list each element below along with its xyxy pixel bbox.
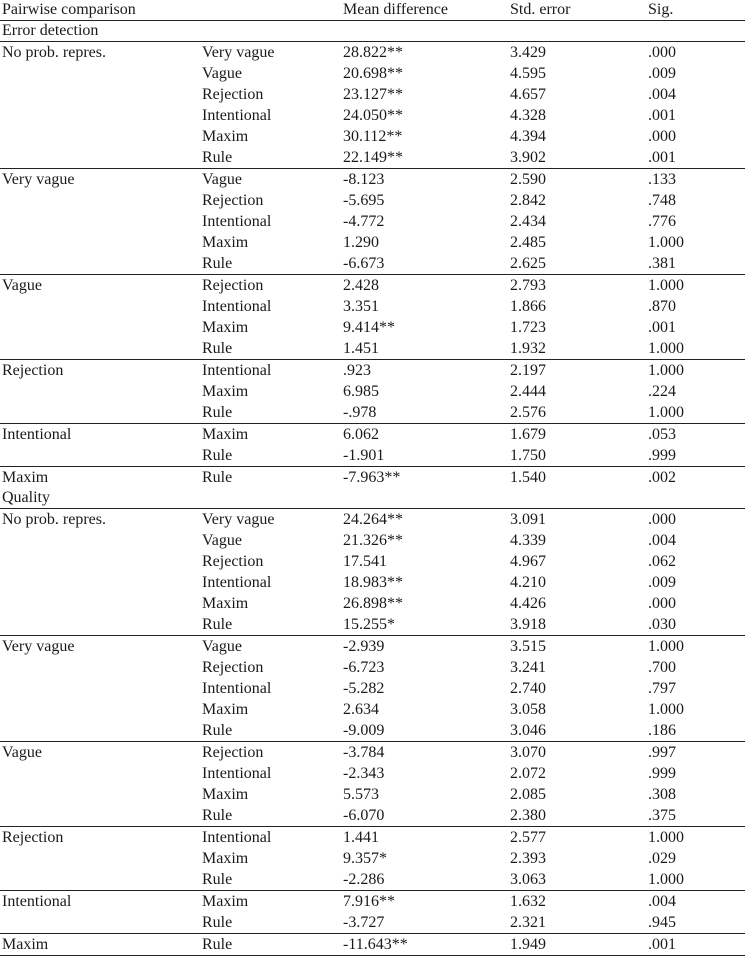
mean-difference-cell: 2.428 bbox=[343, 277, 379, 294]
std-error-cell: 3.091 bbox=[510, 511, 546, 528]
comparison-label: Vague bbox=[202, 65, 242, 82]
sig-cell: .000 bbox=[648, 44, 676, 61]
table-row bbox=[0, 848, 745, 869]
comparison-label: Maxim bbox=[202, 701, 249, 718]
std-error-cell: 3.918 bbox=[510, 616, 546, 633]
group-label: Rejection bbox=[2, 362, 64, 379]
std-error-cell: 4.426 bbox=[510, 595, 546, 612]
mean-difference-cell: 17.541 bbox=[343, 553, 387, 570]
sig-cell: .186 bbox=[648, 722, 676, 739]
std-error-cell: 4.595 bbox=[510, 65, 546, 82]
table-row bbox=[0, 211, 745, 232]
mean-difference-cell: -5.282 bbox=[343, 680, 385, 697]
sig-cell: 1.000 bbox=[648, 701, 684, 718]
std-error-cell: 4.967 bbox=[510, 553, 546, 570]
mean-difference-cell: -.978 bbox=[343, 404, 377, 421]
section-title: Error detection bbox=[2, 22, 99, 39]
std-error-cell: 4.339 bbox=[510, 532, 546, 549]
mean-difference-cell: 5.573 bbox=[343, 786, 379, 803]
mean-difference-cell: 9.414** bbox=[343, 319, 395, 336]
table-row bbox=[0, 168, 745, 190]
table-row bbox=[0, 253, 745, 274]
sig-cell: .062 bbox=[648, 553, 676, 570]
comparison-label: Intentional bbox=[202, 574, 272, 591]
table-row bbox=[0, 869, 745, 890]
mean-difference-cell: 21.326** bbox=[343, 532, 403, 549]
table-row bbox=[0, 741, 745, 763]
group-label: Maxim bbox=[2, 936, 49, 953]
header-mean-difference: Mean difference bbox=[343, 1, 448, 18]
comparison-label: Rule bbox=[202, 722, 233, 739]
mean-difference-cell: -11.643** bbox=[343, 936, 408, 953]
table-row bbox=[0, 317, 745, 338]
table-row bbox=[0, 784, 745, 805]
group-label: Intentional bbox=[2, 426, 72, 443]
table-row bbox=[0, 296, 745, 317]
std-error-cell: 4.210 bbox=[510, 574, 546, 591]
std-error-cell: 2.393 bbox=[510, 850, 546, 867]
comparison-label: Rejection bbox=[202, 192, 264, 209]
group-label: Maxim bbox=[2, 469, 49, 486]
mean-difference-cell: -3.784 bbox=[343, 744, 385, 761]
table-row bbox=[0, 509, 745, 530]
header-comparison: Pairwise comparison bbox=[2, 1, 136, 18]
comparison-label: Intentional bbox=[202, 362, 272, 379]
std-error-cell: 2.793 bbox=[510, 277, 546, 294]
sig-cell: 1.000 bbox=[648, 829, 684, 846]
table-row bbox=[0, 826, 745, 848]
comparison-label: Rule bbox=[202, 616, 233, 633]
sig-cell: .776 bbox=[648, 213, 676, 230]
table-row bbox=[0, 720, 745, 741]
table-row bbox=[0, 890, 745, 912]
table-row bbox=[0, 763, 745, 784]
std-error-cell: 2.197 bbox=[510, 362, 546, 379]
section-title-row bbox=[0, 488, 745, 509]
mean-difference-cell: 20.698** bbox=[343, 65, 403, 82]
table-row bbox=[0, 805, 745, 826]
comparison-label: Intentional bbox=[202, 829, 272, 846]
comparison-label: Intentional bbox=[202, 680, 272, 697]
sig-cell: .797 bbox=[648, 680, 676, 697]
mean-difference-cell: -6.070 bbox=[343, 807, 385, 824]
table-row bbox=[0, 274, 745, 296]
std-error-cell: 1.866 bbox=[510, 298, 546, 315]
table-row bbox=[0, 190, 745, 211]
sig-cell: .004 bbox=[648, 86, 676, 103]
header-std-error: Std. error bbox=[510, 1, 571, 18]
std-error-cell: 4.657 bbox=[510, 86, 546, 103]
std-error-cell: 2.444 bbox=[510, 383, 546, 400]
comparison-label: Rejection bbox=[202, 659, 264, 676]
mean-difference-cell: -2.286 bbox=[343, 871, 385, 888]
table-row bbox=[0, 593, 745, 614]
sig-cell: .009 bbox=[648, 574, 676, 591]
mean-difference-cell: 18.983** bbox=[343, 574, 403, 591]
std-error-cell: 1.540 bbox=[510, 469, 546, 486]
sig-cell: 1.000 bbox=[648, 404, 684, 421]
mean-difference-cell: -2.939 bbox=[343, 638, 385, 655]
group-label: No prob. repres. bbox=[2, 511, 106, 528]
table-header bbox=[0, 0, 745, 21]
comparison-label: Maxim bbox=[202, 383, 249, 400]
std-error-cell: 3.429 bbox=[510, 44, 546, 61]
comparison-label: Maxim bbox=[202, 234, 249, 251]
std-error-cell: 1.632 bbox=[510, 893, 546, 910]
mean-difference-cell: .923 bbox=[343, 362, 371, 379]
std-error-cell: 3.241 bbox=[510, 659, 546, 676]
group-label: Rejection bbox=[2, 829, 64, 846]
table-row bbox=[0, 933, 745, 956]
group-label: Very vague bbox=[2, 638, 75, 655]
sig-cell: .999 bbox=[648, 447, 676, 464]
table-row bbox=[0, 126, 745, 147]
std-error-cell: 2.485 bbox=[510, 234, 546, 251]
mean-difference-cell: -3.727 bbox=[343, 914, 385, 931]
table-row bbox=[0, 635, 745, 657]
sig-cell: .009 bbox=[648, 65, 676, 82]
table-row bbox=[0, 381, 745, 402]
header-sig: Sig. bbox=[648, 1, 674, 18]
mean-difference-cell: 9.357* bbox=[343, 850, 387, 867]
mean-difference-cell: 6.985 bbox=[343, 383, 379, 400]
sig-cell: .001 bbox=[648, 319, 676, 336]
sig-cell: .997 bbox=[648, 744, 676, 761]
table-row bbox=[0, 466, 745, 488]
std-error-cell: 2.740 bbox=[510, 680, 546, 697]
comparison-label: Intentional bbox=[202, 107, 272, 124]
table-row bbox=[0, 445, 745, 466]
comparison-label: Vague bbox=[202, 532, 242, 549]
std-error-cell: 3.063 bbox=[510, 871, 546, 888]
std-error-cell: 2.085 bbox=[510, 786, 546, 803]
std-error-cell: 2.842 bbox=[510, 192, 546, 209]
table-row bbox=[0, 105, 745, 126]
sig-cell: .053 bbox=[648, 426, 676, 443]
comparison-label: Rule bbox=[202, 255, 233, 272]
comparison-label: Maxim bbox=[202, 893, 249, 910]
mean-difference-cell: 3.351 bbox=[343, 298, 379, 315]
mean-difference-cell: 26.898** bbox=[343, 595, 403, 612]
mean-difference-cell: 1.290 bbox=[343, 234, 379, 251]
std-error-cell: 1.932 bbox=[510, 340, 546, 357]
table-row bbox=[0, 63, 745, 84]
mean-difference-cell: -8.123 bbox=[343, 171, 385, 188]
mean-difference-cell: 7.916** bbox=[343, 893, 395, 910]
sig-cell: 1.000 bbox=[648, 340, 684, 357]
group-label: Vague bbox=[2, 277, 42, 294]
sig-cell: 1.000 bbox=[648, 871, 684, 888]
mean-difference-cell: 23.127** bbox=[343, 86, 403, 103]
table-row bbox=[0, 232, 745, 253]
std-error-cell: 4.328 bbox=[510, 107, 546, 124]
sig-cell: .870 bbox=[648, 298, 676, 315]
section-title: Quality bbox=[2, 489, 50, 506]
table-row bbox=[0, 338, 745, 359]
sig-cell: .133 bbox=[648, 171, 676, 188]
sig-cell: .375 bbox=[648, 807, 676, 824]
std-error-cell: 2.072 bbox=[510, 765, 546, 782]
table-row bbox=[0, 84, 745, 105]
std-error-cell: 1.750 bbox=[510, 447, 546, 464]
std-error-cell: 3.046 bbox=[510, 722, 546, 739]
std-error-cell: 2.590 bbox=[510, 171, 546, 188]
mean-difference-cell: -4.772 bbox=[343, 213, 385, 230]
table-body bbox=[0, 21, 745, 956]
comparison-label: Rule bbox=[202, 871, 233, 888]
sig-cell: .002 bbox=[648, 469, 676, 486]
comparison-label: Rule bbox=[202, 914, 233, 931]
std-error-cell: 4.394 bbox=[510, 128, 546, 145]
comparison-label: Very vague bbox=[202, 511, 275, 528]
sig-cell: .029 bbox=[648, 850, 676, 867]
comparison-label: Maxim bbox=[202, 128, 249, 145]
sig-cell: .945 bbox=[648, 914, 676, 931]
table-row bbox=[0, 699, 745, 720]
comparison-label: Vague bbox=[202, 638, 242, 655]
table-row bbox=[0, 572, 745, 593]
mean-difference-cell: 1.441 bbox=[343, 829, 379, 846]
comparison-label: Rule bbox=[202, 469, 233, 486]
std-error-cell: 1.723 bbox=[510, 319, 546, 336]
comparison-label: Rejection bbox=[202, 553, 264, 570]
sig-cell: .999 bbox=[648, 765, 676, 782]
std-error-cell: 1.679 bbox=[510, 426, 546, 443]
mean-difference-cell: -6.673 bbox=[343, 255, 385, 272]
table-row bbox=[0, 402, 745, 423]
comparison-label: Maxim bbox=[202, 850, 249, 867]
comparison-label: Rule bbox=[202, 404, 233, 421]
group-label: Vague bbox=[2, 744, 42, 761]
sig-cell: .001 bbox=[648, 936, 676, 953]
comparison-label: Rule bbox=[202, 447, 233, 464]
sig-cell: .030 bbox=[648, 616, 676, 633]
mean-difference-cell: -1.901 bbox=[343, 447, 385, 464]
section-title-row bbox=[0, 21, 745, 42]
table-row bbox=[0, 614, 745, 635]
comparison-label: Rejection bbox=[202, 277, 264, 294]
comparison-label: Maxim bbox=[202, 426, 249, 443]
mean-difference-cell: 6.062 bbox=[343, 426, 379, 443]
table-row bbox=[0, 530, 745, 551]
table-row bbox=[0, 678, 745, 699]
sig-cell: 1.000 bbox=[648, 638, 684, 655]
std-error-cell: 3.070 bbox=[510, 744, 546, 761]
sig-cell: .001 bbox=[648, 107, 676, 124]
mean-difference-cell: 1.451 bbox=[343, 340, 379, 357]
comparison-label: Rule bbox=[202, 340, 233, 357]
table-row bbox=[0, 147, 745, 168]
sig-cell: .004 bbox=[648, 532, 676, 549]
mean-difference-cell: -5.695 bbox=[343, 192, 385, 209]
table-row bbox=[0, 42, 745, 63]
mean-difference-cell: -2.343 bbox=[343, 765, 385, 782]
table-row bbox=[0, 551, 745, 572]
sig-cell: 1.000 bbox=[648, 277, 684, 294]
std-error-cell: 1.949 bbox=[510, 936, 546, 953]
comparison-label: Vague bbox=[202, 171, 242, 188]
comparison-label: Rule bbox=[202, 936, 233, 953]
sig-cell: .000 bbox=[648, 511, 676, 528]
comparison-label: Intentional bbox=[202, 213, 272, 230]
sig-cell: .004 bbox=[648, 893, 676, 910]
table-row bbox=[0, 912, 745, 933]
std-error-cell: 2.321 bbox=[510, 914, 546, 931]
sig-cell: .700 bbox=[648, 659, 676, 676]
mean-difference-cell: 22.149** bbox=[343, 149, 403, 166]
mean-difference-cell: 30.112** bbox=[343, 128, 403, 145]
std-error-cell: 2.434 bbox=[510, 213, 546, 230]
std-error-cell: 3.515 bbox=[510, 638, 546, 655]
std-error-cell: 3.058 bbox=[510, 701, 546, 718]
comparison-label: Maxim bbox=[202, 786, 249, 803]
group-label: Intentional bbox=[2, 893, 72, 910]
sig-cell: .000 bbox=[648, 595, 676, 612]
table-row bbox=[0, 359, 745, 381]
comparison-label: Rule bbox=[202, 807, 233, 824]
group-label: Very vague bbox=[2, 171, 75, 188]
mean-difference-cell: -6.723 bbox=[343, 659, 385, 676]
comparison-label: Rule bbox=[202, 149, 233, 166]
comparison-label: Very vague bbox=[202, 44, 275, 61]
std-error-cell: 2.625 bbox=[510, 255, 546, 272]
mean-difference-cell: -7.963** bbox=[343, 469, 401, 486]
mean-difference-cell: 2.634 bbox=[343, 701, 379, 718]
comparison-label: Intentional bbox=[202, 765, 272, 782]
sig-cell: 1.000 bbox=[648, 234, 684, 251]
mean-difference-cell: -9.009 bbox=[343, 722, 385, 739]
comparison-label: Maxim bbox=[202, 319, 249, 336]
sig-cell: .001 bbox=[648, 149, 676, 166]
std-error-cell: 2.380 bbox=[510, 807, 546, 824]
table-row bbox=[0, 423, 745, 445]
mean-difference-cell: 15.255* bbox=[343, 616, 395, 633]
std-error-cell: 2.576 bbox=[510, 404, 546, 421]
sig-cell: .224 bbox=[648, 383, 676, 400]
mean-difference-cell: 24.264** bbox=[343, 511, 403, 528]
mean-difference-cell: 28.822** bbox=[343, 44, 403, 61]
sig-cell: .308 bbox=[648, 786, 676, 803]
sig-cell: .381 bbox=[648, 255, 676, 272]
sig-cell: .000 bbox=[648, 128, 676, 145]
comparison-label: Rejection bbox=[202, 744, 264, 761]
comparison-label: Maxim bbox=[202, 595, 249, 612]
comparison-label: Intentional bbox=[202, 298, 272, 315]
group-label: No prob. repres. bbox=[2, 44, 106, 61]
sig-cell: 1.000 bbox=[648, 362, 684, 379]
comparison-label: Rejection bbox=[202, 86, 264, 103]
mean-difference-cell: 24.050** bbox=[343, 107, 403, 124]
sig-cell: .748 bbox=[648, 192, 676, 209]
table-row bbox=[0, 657, 745, 678]
std-error-cell: 3.902 bbox=[510, 149, 546, 166]
std-error-cell: 2.577 bbox=[510, 829, 546, 846]
